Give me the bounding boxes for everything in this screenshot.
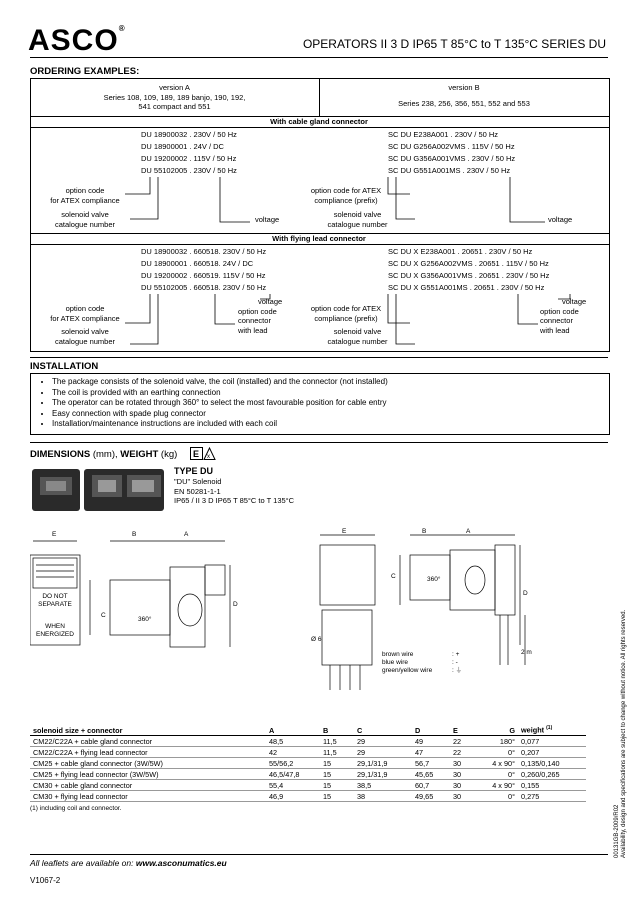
page-title: OPERATORS II 3 D IP65 T 85°C to T 135°C SERIES DU <box>302 37 606 51</box>
list-item: • The operator can be rotated through 360° to select the most favourable position for cable entry <box>52 398 603 409</box>
table-row: CM22/C22A + flying lead connector 42 11,5 29 47 22 0° 0,207 <box>30 747 586 758</box>
dim-label-e: E <box>342 528 347 535</box>
dimensions-title: DIMENSIONS (mm), WEIGHT (kg) <box>30 449 178 460</box>
version-b: version B Series 238, 256, 356, 551, 552 and 553 <box>398 83 530 108</box>
list-item: SC DU X G356A001VMS . 20651 . 230V / 50 Hz <box>388 271 550 280</box>
installation-title: INSTALLATION <box>30 361 99 372</box>
catalogue-label: solenoid valve catalogue number <box>327 210 388 229</box>
flying-lead-title: With flying lead connector <box>272 234 366 243</box>
list-item: SC DU G356A001VMS . 230V / 50 Hz <box>388 154 516 163</box>
list-item: • The coil is provided with an earthing connection <box>52 388 603 399</box>
table-footnote: (1) including coil and connector. <box>30 805 122 812</box>
list-item: • The package consists of the solenoid valve, the coil (installed) and the connector (not installed) <box>52 377 603 388</box>
list-item: DU 55102005 . 230V / 50 Hz <box>141 166 237 175</box>
list-item: DU 18900001 . 24V / DC <box>141 142 224 151</box>
option-code-label: option code for ATEX compliance <box>50 304 120 323</box>
list-item: • Easy connection with spade plug connector <box>52 409 603 420</box>
catalogue-label: solenoid valve catalogue number <box>54 210 116 229</box>
list-item: DU 55102005 . 660518. 230V / 50 Hz <box>141 283 267 292</box>
dim-label-d: D <box>523 590 528 597</box>
version-a: version A Series 108, 109, 189, 189 banjo, 190, 192, 541 compact and 551 <box>103 83 246 111</box>
list-item: DU 18900032 . 660518. 230V / 50 Hz <box>141 247 267 256</box>
catalogue-label: solenoid valve catalogue number <box>327 327 388 346</box>
list-item: DU 19200002 . 660519. 115V / 50 Hz <box>141 271 266 280</box>
dim-label-phi6: Ø 6 <box>311 636 322 643</box>
section-rule <box>30 357 608 358</box>
dim-label-c: C <box>101 612 106 619</box>
list-item: DU 18900032 . 230V / 50 Hz <box>141 130 237 139</box>
connector-label: voltage option code connector with lead <box>238 297 283 335</box>
list-item: SC DU X G256A002VMS . 20651 . 115V / 50 Hz <box>388 259 549 268</box>
catalogue-label: solenoid valve catalogue number <box>54 327 116 346</box>
list-item: SC DU E238A001 . 230V / 50 Hz <box>388 130 499 139</box>
section-rule <box>30 442 608 443</box>
table-row: CM25 + flying lead connector (3W/5W) 46,5/47,8 15 29,1/31,9 45,65 30 0° 0,260/0,265 <box>30 769 586 780</box>
dim-label-d: D <box>233 601 238 608</box>
option-code-atex-label: option code for ATEX compliance (prefix) <box>310 304 382 323</box>
table-row: CM30 + cable gland connector 55,4 15 38,5 60,7 30 4 x 90° 0,155 <box>30 780 586 791</box>
page-code: V1067-2 <box>30 876 61 885</box>
dim-label-b: B <box>422 528 427 535</box>
side-note: 00131GB-2009/R02 <box>614 804 620 858</box>
dim-label-b: B <box>132 531 137 538</box>
footer-text: All leaflets are available on: www.asconumatics.eu <box>30 858 227 868</box>
list-item: • Installation/maintenance instructions are included with each coil <box>52 419 603 430</box>
list-item: SC DU X E238A001 . 20651 . 230V / 50 Hz <box>388 247 533 256</box>
list-item: SC DU G256A002VMS . 115V / 50 Hz <box>388 142 515 151</box>
installation-list <box>38 377 603 430</box>
dim-label-2m: 2 m <box>521 649 532 656</box>
dimensions-table <box>30 725 586 812</box>
atex-mark-icon <box>190 447 216 460</box>
side-note: Availability, design and specifications are subject to change without notice. All rights reserved. <box>621 609 627 858</box>
type-description: "DU" Solenoid EN 50281-1-1 IP65 / II 3 D IP65 T 85°C to T 135°C <box>174 477 295 505</box>
dim-label-360: 360° <box>138 616 152 623</box>
list-item: DU 19200002 . 115V / 50 Hz <box>141 154 237 163</box>
technical-drawing <box>30 525 605 705</box>
voltage-label: voltage <box>255 215 280 224</box>
voltage-label: voltage <box>548 215 573 224</box>
svg-text:E: E <box>193 449 200 459</box>
option-code-label: option code for ATEX compliance <box>50 186 120 205</box>
dim-label-c: C <box>391 573 396 580</box>
list-item: SC DU X G551A001MS . 20651 . 230V / 50 Hz <box>388 283 545 292</box>
header-rule <box>30 57 608 58</box>
dim-label-a: A <box>184 531 189 538</box>
option-code-atex-label: option code for ATEX compliance (prefix) <box>310 186 382 205</box>
table-row: CM25 + cable gland connector (3W/5W) 55/56,2 15 29,1/31,9 56,7 30 4 x 90° 0,135/0,140 <box>30 758 586 769</box>
dim-label-a: A <box>466 528 471 535</box>
asco-logo: ASCO® <box>28 24 126 57</box>
list-item: SC DU G551A001MS . 230V / 50 Hz <box>388 166 511 175</box>
table-row: CM22/C22A + cable gland connector 48,5 11,5 29 49 22 180° 0,077 <box>30 736 586 747</box>
type-title: TYPE DU <box>174 466 214 476</box>
warning-label: DO NOT SEPARATE WHEN ENERGIZED <box>36 593 74 638</box>
wire-legend: brown wire : + blue wire : - green/yellow wire : ⏚ <box>382 651 463 674</box>
dim-label-360: 360° <box>427 576 441 583</box>
dim-label-e: E <box>52 531 57 538</box>
svg-text:x: x <box>207 454 210 460</box>
table-row: CM30 + flying lead connector 46,9 15 38 49,65 30 0° 0,275 <box>30 791 586 802</box>
table-row: solenoid size + connector A B C D E G weight $^{(1)}$ <box>30 725 586 736</box>
list-item: DU 18900001 . 660518. 24V / DC <box>141 259 254 268</box>
ordering-title: ORDERING EXAMPLES: <box>30 66 140 77</box>
footer-link[interactable]: www.asconumatics.eu <box>135 858 227 868</box>
connector-label: voltage option code connector with lead <box>540 297 587 335</box>
product-photo-detail <box>32 469 166 511</box>
cable-gland-title: With cable gland connector <box>270 117 368 126</box>
footer-rule <box>30 854 608 855</box>
